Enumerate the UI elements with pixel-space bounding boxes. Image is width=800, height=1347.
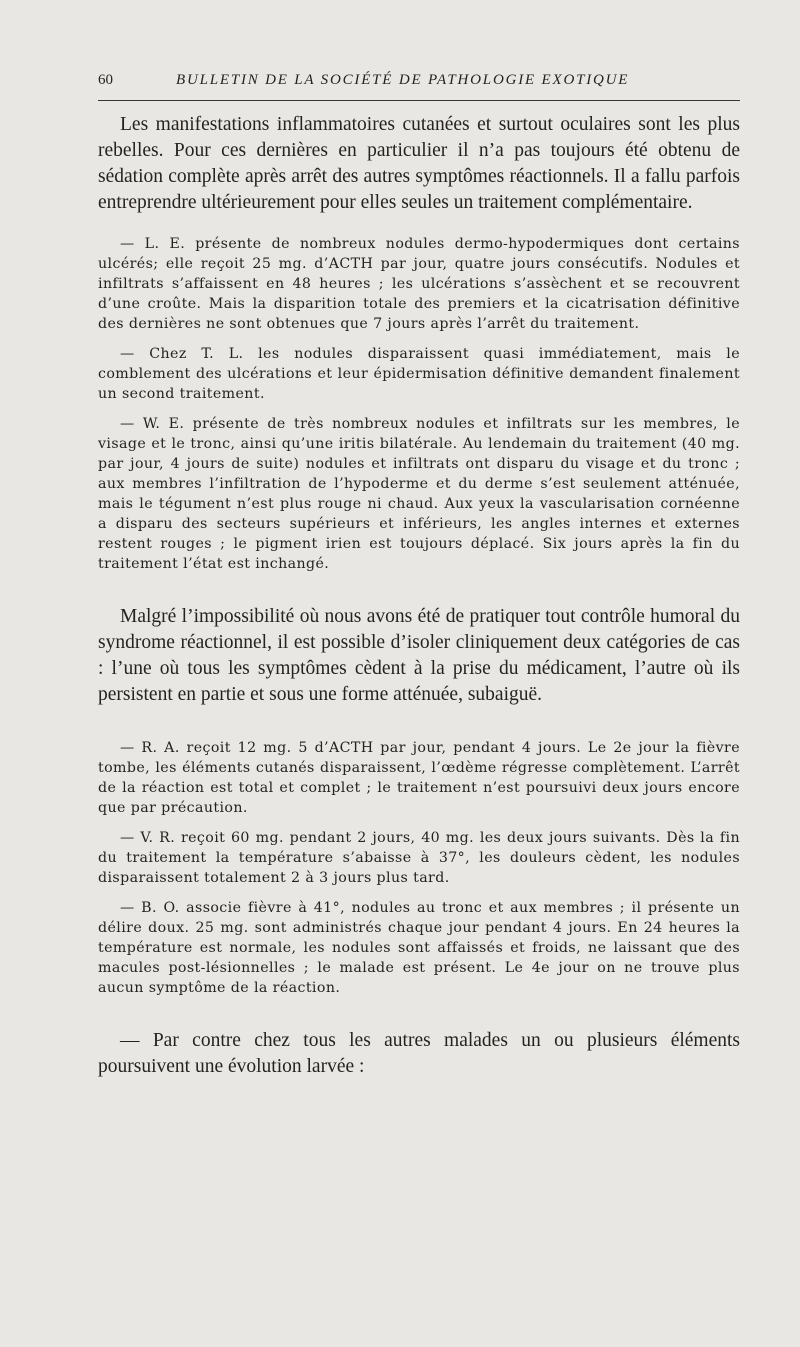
case-paragraph-we: — W. E. présente de très nombreux nodules et infiltrats sur les membres, le visage et le tronc, ainsi qu’une iritis bilatérale. Au lendemain du traitement (40 mg. par jour, 4 jours de suite) nodules et infiltrats ont disparu du visage et du tronc ; aux membres l’infiltration de l’hypoderme et du derme s’est seulement atténuée, mais le tégument n’est plus rouge ni chaud. Aux yeux la vascularisation cornéenne a disparu des secteurs supérieurs et inférieurs, les angles internes et externes restent rouges ; le pigment irien est toujours déplacé. Six jours après la fin du traitement l’état est inchangé. [98,416,740,572]
body-text [98,112,740,1080]
case-paragraph-vr: — V. R. reçoit 60 mg. pendant 2 jours, 40 mg. les deux jours suivants. Dès la fin du traitement la température s’abaisse à 37°, les douleurs cèdent, les nodules disparaissent totalement 2 à 3 jours plus tard. [98,830,740,886]
paragraph-other-patients: — Par contre chez tous les autres malades un ou plusieurs éléments poursuivent une évolution larvée : [98,1030,740,1077]
case-paragraph-bo: — B. O. associe fièvre à 41°, nodules au tronc et aux membres ; il présente un délire doux. 25 mg. sont administrés chaque jour pendant 4 jours. En 24 heures la température est normale, les nodules sont affaissés et froids, ne laissant que des macules post-lésionnelles ; le malade est présent. Le 4e jour on ne trouve plus aucun symptôme de la réaction. [98,900,740,996]
case-paragraph-tl: — Chez T. L. les nodules disparaissent quasi immédiatement, mais le comblement des ulcérations et leur épidermisation définitive demandent finalement un second traitement. [98,346,740,402]
paragraph-two-categories: Malgré l’impossibilité où nous avons été de pratiquer tout contrôle humoral du syndrome réactionnel, il est possible d’isoler cliniquement deux catégories de cas : l’une où tous les symptômes cèdent à la prise du médicament, l’autre où ils persistent en partie et sous une forme atténuée, subaiguë. [98,606,740,705]
journal-title: BULLETIN DE LA SOCIÉTÉ DE PATHOLOGIE EXOTIQUE [176,72,630,88]
running-header [98,66,740,101]
paragraph-inflammatory-manifestations: Les manifestations inflammatoires cutanées et surtout oculaires sont les plus rebelles. Pour ces dernières en particulier il n’a pas toujours été obtenu de sédation complète après arrêt des autres symptômes réactionnels. Il a fallu parfois entreprendre ultérieurement pour elles seules un traitement complémentaire. [98,114,740,213]
case-paragraph-le: — L. E. présente de nombreux nodules dermo-hypodermiques dont certains ulcérés; elle reçoit 25 mg. d’ACTH par jour, quatre jours consécutifs. Nodules et infiltrats s’affaissent en 48 heures ; les ulcérations s’assèchent et se recouvrent d’une croûte. Mais la disparition totale des premiers et la cicatrisation définitive des dernières ne sont obtenues que 7 jours après l’arrêt du traitement. [98,236,740,332]
case-paragraph-ra: — R. A. reçoit 12 mg. 5 d’ACTH par jour, pendant 4 jours. Le 2e jour la fièvre tombe, les éléments cutanés disparaissent, l’œdème régresse complètement. L’arrêt de la réaction est total et complet ; le traitement n’est poursuivi deux jours encore que par précaution. [98,740,740,816]
page-number: 60 [98,72,113,88]
